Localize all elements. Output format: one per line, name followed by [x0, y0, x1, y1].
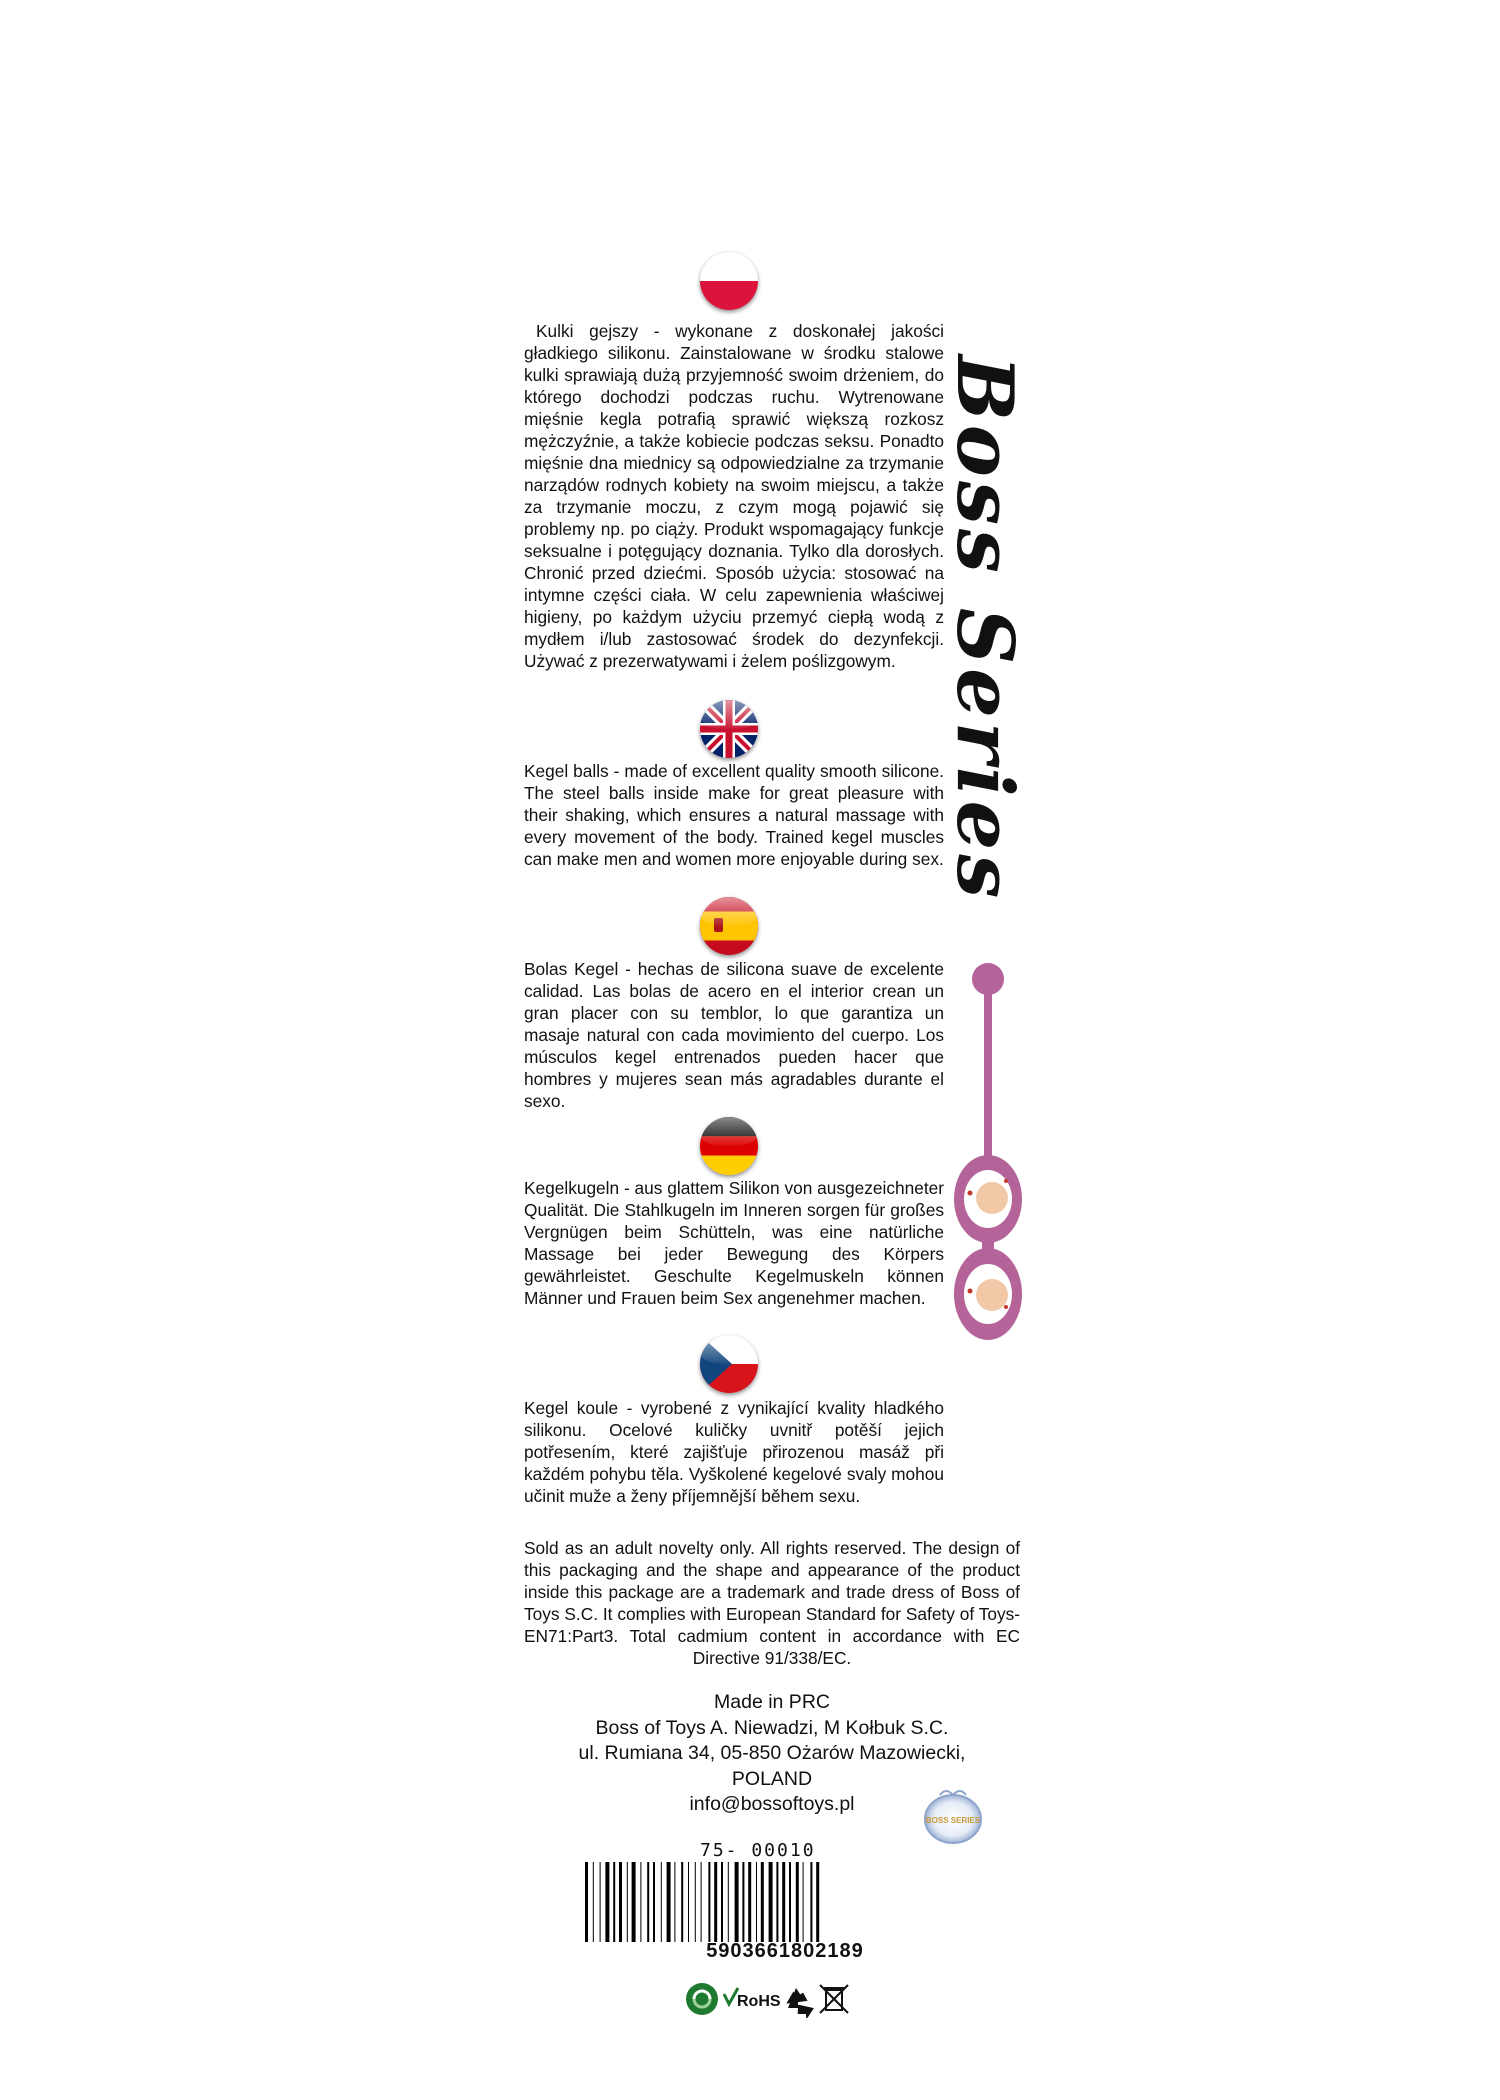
barcode-icon	[585, 1862, 965, 1942]
barcode-number: 5903661802189	[706, 1940, 864, 1962]
logo-small-text: BOSS SERIES	[925, 1816, 981, 1825]
company-street: ul. Rumiana 34, 05-850 Ożarów Mazowiecki,	[578, 1742, 966, 1764]
czech-description: Kegel koule - vyrobené z vynikající kvality hladkého silikonu. Ocelové kuličky uvnitř potěší jejich potřesením, které zajišťuje přirozenou masáž při každém pohybu těla. Vyškolené kegelové svaly mohou učinit muže a ženy příjemnější během sexu.	[524, 1398, 944, 1506]
rohs-icon	[724, 1988, 781, 2010]
weee-bin-icon	[820, 1985, 848, 2013]
boss-series-logo-icon	[918, 1783, 988, 1847]
kegel-balls-illustration	[944, 955, 1024, 1345]
poland-flag-icon	[700, 252, 758, 310]
company-country: POLAND	[731, 1767, 813, 1790]
german-description: Kegelkugeln - aus glattem Silikon von ausgezeichneter Qualität. Die Stahlkugeln im Inneren sorgen für großes Vergnügen beim Schütteln, was eine natürliche Massage bei jeder Bewegung des Körpers gewährleistet. Geschulte Kegelmuskeln können Männer und Frauen beim Sex angenehmer machen.	[524, 1178, 944, 1308]
barcode-top-code: 75- 00010	[700, 1840, 816, 1861]
company-email: info@bossoftoys.pl	[689, 1793, 855, 1815]
spain-flag-icon	[700, 897, 758, 955]
polish-description: Kulki gejszy - wykonane z doskonałej jakości gładkiego silikonu. Zainstalowane w środku stalowe kulki sprawiają dużą przyjemność swoim drżeniem, do którego dochodzi podczas ruchu. Wytrenowane mięśnie kegla potrafią sprawić większą rozkosz mężczyźnie, a także kobiecie podczas seksu. Ponadto mięśnie dna miednicy są odpowiedzialne za trzymanie narządów rodnych kobiety na swoim miejscu, a także za trzymanie moczu, z czym mogą pojawić się problemy np. po ciąży. Produkt wspomagający funkcje seksualne i potęgujący doznania. Tylko dla dorosłych. Chronić przed dziećmi. Sposób użycia: stosować na intymne części ciała. W celu zapewnienia właściwej higieny, po każdym użyciu przemyć ciepłą wodą z mydłem i/lub zastosować środek do dezynfekcji. Używać z prezerwatywami i żelem poślizgowym.	[524, 321, 944, 671]
svg-text:RoHS: RoHS	[737, 1993, 781, 2010]
uk-flag-icon	[700, 700, 758, 758]
czech-flag-icon	[700, 1335, 758, 1393]
green-dot-icon	[686, 1983, 718, 2015]
company-name: Boss of Toys A. Niewadzi, M Kołbuk S.C.	[595, 1716, 949, 1739]
english-description: Kegel balls - made of excellent quality smooth silicone. The steel balls inside make for great pleasure with their shaking, which ensures a natural massage with every movement of the body. Trained kegel muscles can make men and women more enjoyable during sex.	[524, 761, 944, 869]
germany-flag-icon	[700, 1117, 758, 1175]
brand-script-title: Boss Series	[939, 355, 1030, 903]
made-in-label: Made in PRC	[714, 1691, 830, 1713]
certification-marks	[684, 1980, 864, 2018]
legal-notice: Sold as an adult novelty only. All rights reserved. The design of this packaging and the shape and appearance of the product inside this package are a trademark and trade dress of Boss of Toys S.C. It complies with European Standard for Safety of Toys- EN71:Part3. Total cadmium content in accordance with EC Directive 91/338/EC.	[524, 1538, 1020, 1668]
spanish-description: Bolas Kegel - hechas de silicona suave de excelente calidad. Las bolas de acero en el interior crean un gran placer con su temblor, lo que garantiza un masaje natural con cada movimiento del cuerpo. Los músculos kegel entrenados pueden hacer que hombres y mujeres sean más agradables durante el sexo.	[524, 959, 944, 1111]
recycle-icon	[786, 1988, 817, 2018]
